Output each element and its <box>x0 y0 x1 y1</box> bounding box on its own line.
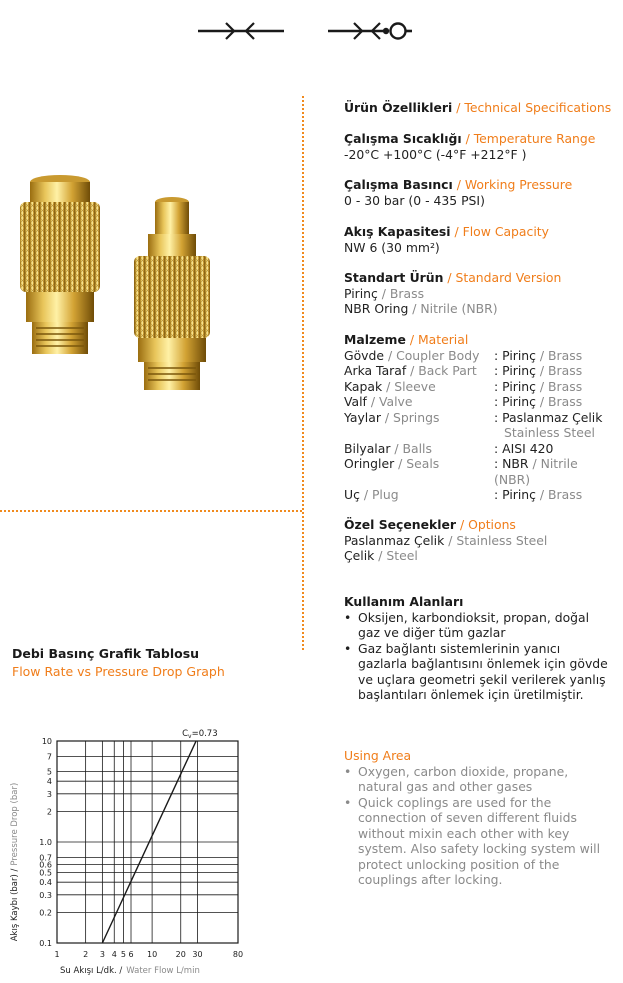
material-value-tr: Paslanmaz Çelik <box>502 409 603 425</box>
y-axis-label: Akış Kaybı (bar) /Pressure Drop (bar) <box>10 782 20 942</box>
x-tick-label: 3 <box>99 950 105 959</box>
material-part-tr: Oringler <box>344 456 395 471</box>
x-tick-label: 2 <box>83 950 89 959</box>
usage-item-tr: • Oksijen, karbondioksit, propan, doğal gaz ve diğer tüm gazlar <box>344 609 590 640</box>
material-part-en: Plug <box>371 487 399 502</box>
temp-spec: Çalışma Sıcaklığı / Temperature Range -20°C +100°C (-4°F +212°F ) <box>344 131 616 162</box>
cv-annotation: $C_v=0.73$ <box>182 729 218 740</box>
vertical-divider <box>302 96 304 650</box>
product-photo-couplings <box>10 168 235 393</box>
graph-title-tr: Debi Basınç Grafik Tablosu <box>12 646 200 661</box>
y-tick-label: 10 <box>41 737 52 746</box>
y-tick-label: 1.0 <box>39 838 52 847</box>
material-value-tr: Pirinç <box>502 347 536 363</box>
temp-label-en: Temperature Range <box>473 131 596 146</box>
y-tick-label: 3 <box>46 789 52 799</box>
usage-title-en: Using Area <box>344 748 412 763</box>
material-part-en: Seals <box>406 456 440 471</box>
options-line-en: Stainless Steel <box>456 532 548 548</box>
y-tick-label: 0.2 <box>39 908 52 918</box>
material-value-tr: NBR <box>502 456 529 471</box>
graph-title <box>12 645 225 681</box>
material-value-tr: Pirinç <box>502 394 536 409</box>
spec-title: Ürün Özellikleri / Technical Specifications <box>344 100 612 115</box>
standard-label-en: Standard Version <box>455 270 562 285</box>
pressure-value: 0 - 30 bar (0 - 435 PSI) <box>344 192 485 208</box>
material-row: Kapak / Sleeve : Pirinç / Brass <box>344 378 583 394</box>
standard-label-tr: Standart Ürün <box>344 270 444 285</box>
material-part-tr: Gövde <box>344 347 385 363</box>
flow-label-tr: Akış Kapasitesi <box>344 224 451 239</box>
coupling-check-valve-symbol-icon <box>326 18 416 44</box>
material-part-tr: Uç <box>344 487 360 502</box>
y-tick-label: 2 <box>46 807 52 817</box>
x-tick-label: 5 <box>120 950 127 959</box>
y-tick-label: 0.6 <box>39 860 52 870</box>
x-tick-label: 10 <box>147 950 158 959</box>
y-tick-label: 0.7 <box>39 853 52 863</box>
y-tick-label: 0.5 <box>39 868 52 878</box>
x-axis-label: Su Akışı L/dk. / Water Flow L/min <box>60 966 200 976</box>
material-row: Valf / Valve : Pirinç / Brass <box>344 394 583 409</box>
material-part-en: Balls <box>402 440 432 456</box>
spec-title-en: Technical Specifications <box>464 100 612 115</box>
material-value-en: Brass <box>548 394 583 409</box>
standard-spec: Standart Ürün / Standard Version Pirinç / Brass NBR Oring / Nitrile (NBR) <box>344 270 562 316</box>
coupling-symbol-icon <box>196 18 286 44</box>
horizontal-divider <box>0 510 302 512</box>
temp-value: -20°C +100°C (-4°F +212°F ) <box>344 146 527 162</box>
standard-line-tr: NBR Oring <box>344 301 409 316</box>
options-line-tr: Paslanmaz Çelik <box>344 532 445 548</box>
material-row: Oringler / Seals : NBR / Nitrile (NBR) <box>344 456 578 487</box>
x-tick-label: 80 <box>232 950 244 959</box>
options-spec: Özel Seçenekler / Options Paslanmaz Çelik / Stainless Steel Çelik / Steel <box>344 517 548 563</box>
usage-item-en: • Quick coplings are used for the connection of seven different fluids without mixin each other with key system. Also safety locking system will protect unlocking position of the couplings after locking. <box>344 794 601 887</box>
temp-label-tr: Çalışma Sıcaklığı <box>344 131 462 146</box>
material-part-en: Springs <box>392 409 440 425</box>
flow-label-en: Flow Capacity <box>462 224 549 239</box>
material-value-en: Stainless Steel <box>504 425 595 440</box>
standard-line-en: Nitrile (NBR) <box>420 301 498 316</box>
material-part-en: Sleeve <box>394 378 436 394</box>
flow-pressure-chart <box>0 718 300 983</box>
x-tick-label: 6 <box>128 950 134 959</box>
material-part-tr: Yaylar <box>344 409 381 425</box>
material-spec: Malzeme / Material Gövde / Coupler Body : Pirinç / Brass Arka Taraf / Back Part : Pirinç / Brass Kapak / Sleeve : Pirinç / Brass Valf / Valve : Pirinç / Brass Yaylar / Springs : Paslanmaz Çelik Stainless Steel Bilyalar / Balls : AISI 420 Oringler / Seals : NBR / Nitrile (NBR) Uç / Plug : Pirinç / Brass <box>344 332 616 503</box>
options-line-tr: Çelik <box>344 548 375 563</box>
usage-item-en: • Oxygen, carbon dioxide, propane, natural gas and other gases <box>344 763 569 794</box>
options-label-tr: Özel Seçenekler <box>344 517 457 532</box>
usage-tr <box>344 594 609 703</box>
material-value-en: Brass <box>548 378 583 394</box>
flow-value: NW 6 (30 mm²) <box>344 239 440 255</box>
material-row: Uç / Plug : Pirinç / Brass <box>344 487 583 502</box>
material-label-tr: Malzeme <box>344 332 406 347</box>
material-part-en: Valve <box>378 394 413 409</box>
material-row: Arka Taraf / Back Part : Pirinç / Brass <box>344 363 583 378</box>
pressure-spec: Çalışma Basıncı / Working Pressure 0 - 30 bar (0 - 435 PSI) <box>344 177 616 208</box>
chart-x-ticks <box>54 950 243 959</box>
material-row: Bilyalar / Balls : AISI 420 <box>344 440 554 456</box>
graph-title-en: Flow Rate vs Pressure Drop Graph <box>12 664 225 679</box>
options-label-en: Options <box>468 517 516 532</box>
usage-item-tr: • Gaz bağlantı sistemlerinin yanıcı gazlarla bağlantısını önlemek için gövde ve uçlara geometri şekil verilerek yanlış başlantıları önlemek için üretilmiştir. <box>344 640 608 702</box>
chart-y-ticks <box>39 737 52 948</box>
material-row: Gövde / Coupler Body : Pirinç / Brass <box>344 347 583 363</box>
material-part-tr: Bilyalar <box>344 440 391 456</box>
material-value-en: Brass <box>548 487 583 502</box>
material-value-en: Nitrile (NBR) <box>494 456 578 487</box>
material-value-en: Brass <box>548 363 583 378</box>
y-tick-label: 7 <box>46 752 52 762</box>
material-value-tr: Pirinç <box>502 487 536 502</box>
material-value-en: Brass <box>548 347 583 363</box>
material-part-en: Coupler Body <box>396 347 480 363</box>
material-part-tr: Arka Taraf <box>344 363 407 378</box>
y-tick-label: 4 <box>46 777 52 787</box>
pressure-label-tr: Çalışma Basıncı <box>344 177 453 192</box>
standard-line-tr: Pirinç <box>344 285 378 301</box>
y-tick-label: 0.4 <box>39 878 52 888</box>
material-value-tr: AISI 420 <box>502 440 554 456</box>
x-tick-label: 4 <box>111 950 117 959</box>
material-part-en: Back Part <box>418 363 477 378</box>
y-tick-label: 0.3 <box>39 890 52 900</box>
y-tick-label: 0.1 <box>39 939 52 948</box>
material-part-tr: Valf <box>344 394 367 409</box>
standard-line-en: Brass <box>389 285 425 301</box>
usage-title-tr: Kullanım Alanları <box>344 594 464 609</box>
x-tick-label: 30 <box>192 950 203 959</box>
usage-en <box>344 748 609 888</box>
material-label-en: Material <box>417 332 469 347</box>
y-tick-label: 5 <box>46 767 52 777</box>
material-value-tr: Pirinç <box>502 363 536 378</box>
options-line-en: Steel <box>386 548 418 563</box>
flow-spec: Akış Kapasitesi / Flow Capacity NW 6 (30 mm²) <box>344 224 616 255</box>
pressure-label-en: Working Pressure <box>464 177 573 192</box>
chart-grid <box>57 741 238 943</box>
material-part-tr: Kapak <box>344 378 383 394</box>
material-row: Yaylar / Springs : Paslanmaz Çelik Stainless Steel <box>344 409 603 440</box>
material-table <box>344 348 616 503</box>
spec-title-tr: Ürün Özellikleri <box>344 100 453 115</box>
material-value-tr: Pirinç <box>502 378 536 394</box>
x-tick-label: 1 <box>54 950 60 959</box>
x-tick-label: 20 <box>175 950 186 959</box>
